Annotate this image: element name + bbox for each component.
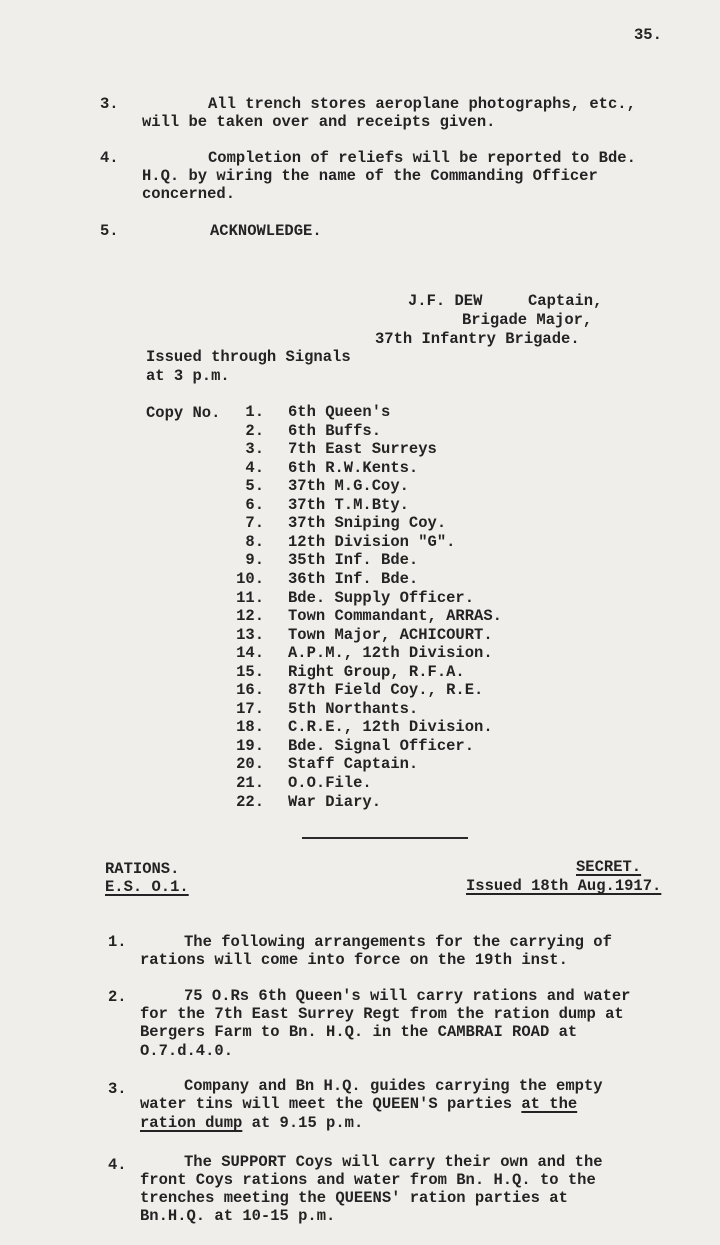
para-line: will be taken over and receipts given.	[142, 113, 496, 131]
para-number: 1.	[108, 933, 127, 951]
signature-unit: 37th Infantry Brigade.	[375, 330, 580, 348]
para-line: The following arrangements for the carrying of	[184, 933, 612, 951]
para-line	[140, 1095, 577, 1113]
distribution-row	[0, 755, 720, 774]
distribution-row	[0, 663, 720, 682]
distribution-row	[0, 459, 720, 478]
issued-line: Issued through Signals	[146, 348, 351, 366]
copy-number: 15.	[236, 662, 264, 681]
distribution-row	[0, 793, 720, 812]
copy-number: 14.	[236, 644, 264, 663]
copy-recipient: 6th R.W.Kents.	[288, 458, 419, 477]
para-line: Bn.H.Q. at 10-15 p.m.	[140, 1207, 336, 1225]
para-line: H.Q. by wiring the name of the Commanding Officer	[142, 167, 598, 185]
distribution-row	[0, 570, 720, 589]
copy-number: 5.	[245, 477, 264, 496]
distribution-row	[0, 403, 720, 422]
copy-number: 13.	[236, 625, 264, 644]
distribution-row	[0, 607, 720, 626]
copy-number: 10.	[236, 569, 264, 588]
para-number: 3.	[100, 95, 119, 113]
para-number: 4.	[100, 149, 119, 167]
para-line: front Coys rations and water from Bn. H.Q. to the	[140, 1171, 596, 1189]
copy-number: 22.	[236, 792, 264, 811]
copy-recipient: O.O.File.	[288, 774, 372, 792]
distribution-row	[0, 681, 720, 700]
signature-name: J.F. DEW	[408, 292, 483, 310]
distribution-row	[0, 514, 720, 533]
distribution-row	[0, 774, 720, 793]
copy-recipient: Staff Captain.	[288, 755, 419, 774]
copy-number: 16.	[236, 681, 264, 700]
signature-title: Brigade Major,	[462, 311, 593, 329]
copy-number: 11.	[236, 588, 264, 607]
para-line: Bergers Farm to Bn. H.Q. in the CAMBRAI ROAD at	[140, 1023, 578, 1041]
para-line: concerned.	[142, 185, 236, 203]
copy-number: 4.	[245, 458, 264, 477]
copy-recipient: 36th Inf. Bde.	[288, 569, 419, 588]
para-line	[140, 1114, 363, 1132]
distribution-list	[0, 403, 720, 813]
distribution-row	[0, 737, 720, 756]
copy-recipient: Right Group, R.F.A.	[288, 662, 465, 681]
copy-number: 6.	[245, 495, 264, 514]
copy-recipient: C.R.E., 12th Division.	[288, 718, 493, 737]
copy-recipient: War Diary.	[288, 792, 382, 811]
copy-number: 3.	[245, 440, 264, 459]
copy-recipient: Town Commandant, ARRAS.	[288, 607, 502, 626]
para-line: for the 7th East Surrey Regt from the ration dump at	[140, 1005, 624, 1023]
section-divider	[302, 837, 468, 839]
para-line: 75 O.Rs 6th Queen's will carry rations and water	[184, 987, 631, 1005]
copy-number: 12.	[236, 607, 264, 626]
copy-recipient: 6th Buffs.	[288, 421, 382, 440]
para-line: The SUPPORT Coys will carry their own and the	[184, 1153, 603, 1171]
distribution-row	[0, 496, 720, 515]
para-number: 3.	[108, 1080, 127, 1098]
rations-title: RATIONS.	[105, 860, 180, 878]
copy-number: 17.	[236, 699, 264, 718]
copy-recipient: 5th Northants.	[288, 699, 419, 718]
copy-recipient: Bde. Signal Officer.	[288, 736, 475, 755]
para-number: 2.	[108, 988, 127, 1006]
issued-date: Issued 18th Aug.1917.	[466, 877, 662, 895]
copy-recipient: 35th Inf. Bde.	[288, 551, 419, 570]
rations-reference: E.S. O.1.	[105, 878, 189, 896]
copy-recipient: Bde. Supply Officer.	[288, 588, 475, 607]
copy-recipient: 37th T.M.Bty.	[288, 495, 409, 514]
para-line: O.7.d.4.0.	[140, 1042, 234, 1060]
para-line: Completion of reliefs will be reported to Bde.	[208, 149, 636, 167]
distribution-row	[0, 589, 720, 608]
copy-number: 8.	[245, 532, 264, 551]
copy-number: 9.	[245, 551, 264, 570]
para-line: All trench stores aeroplane photographs, etc.,	[208, 95, 636, 113]
copy-number: 18.	[236, 718, 264, 737]
copy-recipient: Town Major, ACHICOURT.	[288, 625, 493, 644]
para-line: ACKNOWLEDGE.	[210, 222, 322, 240]
distribution-row	[0, 626, 720, 645]
copy-recipient: 6th Queen's	[288, 403, 391, 421]
para-number: 5.	[100, 222, 119, 240]
copy-recipient: 87th Field Coy., R.E.	[288, 681, 484, 700]
copy-recipient: 37th Sniping Coy.	[288, 514, 447, 533]
distribution-row	[0, 551, 720, 570]
copy-recipient: 12th Division "G".	[288, 532, 456, 551]
para-line: rations will come into force on the 19th inst.	[140, 951, 568, 969]
para-number: 4.	[108, 1156, 127, 1174]
copy-number: 2.	[245, 421, 264, 440]
copy-number: 20.	[236, 755, 264, 774]
para-line: trenches meeting the QUEENS' ration parties at	[140, 1189, 568, 1207]
copy-recipient: 37th M.G.Coy.	[288, 477, 409, 496]
signature-rank: Captain,	[528, 292, 603, 310]
distribution-row	[0, 718, 720, 737]
para-line-text: at 9.15 p.m.	[251, 1114, 364, 1132]
distribution-row	[0, 533, 720, 552]
issued-time: at 3 p.m.	[146, 367, 230, 385]
para-line-text: water tins will meet the QUEEN'S parties	[140, 1095, 522, 1113]
copy-number: 19.	[236, 736, 264, 755]
page-number: 35.	[634, 26, 662, 44]
copy-number: 1.	[245, 403, 264, 421]
secret-marking: SECRET.	[576, 858, 642, 876]
distribution-row	[0, 644, 720, 663]
para-line: Company and Bn H.Q. guides carrying the empty	[184, 1077, 603, 1095]
copy-prefix: Copy No.	[146, 404, 221, 422]
distribution-row	[0, 700, 720, 719]
copy-number: 7.	[245, 514, 264, 533]
copy-recipient: A.P.M., 12th Division.	[288, 644, 493, 663]
distribution-row	[0, 422, 720, 441]
copy-number: 21.	[236, 774, 264, 792]
underlined-phrase: at the	[521, 1095, 578, 1113]
underlined-phrase: ration dump	[140, 1114, 243, 1132]
distribution-row	[0, 477, 720, 496]
copy-recipient: 7th East Surreys	[288, 440, 437, 459]
distribution-row	[0, 440, 720, 459]
